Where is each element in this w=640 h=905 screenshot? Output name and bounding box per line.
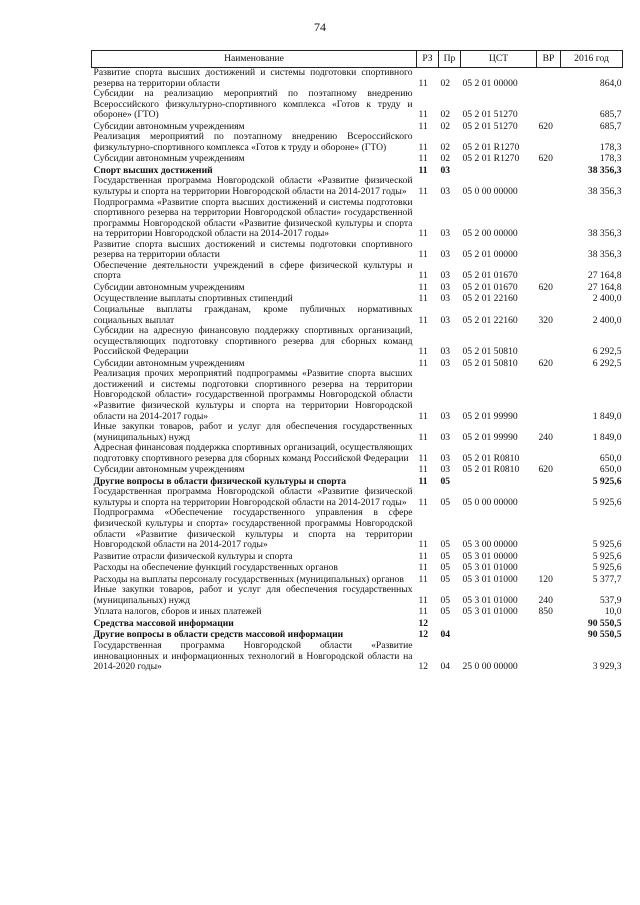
cell-rz: 11: [418, 496, 428, 508]
cell-name: Субсидии автономным учреждениям: [93, 464, 245, 476]
cell-sum: 5 925,6: [592, 496, 622, 508]
cell-name: Субсидии на адресную финансовую поддержку спортивных организаций, осуществляющих подготовку спортивного резерва для сборных команд Российской Федерации: [93, 325, 413, 358]
cell-vr: 620: [538, 120, 553, 132]
table-row: [92, 487, 623, 508]
cell-pr: 05: [440, 539, 451, 551]
table-row: [92, 198, 623, 240]
table-row: [92, 326, 623, 358]
cell-sum: 38 356,3: [587, 164, 622, 176]
cell-name: Другие вопросы в области физической культуры и спорта: [93, 475, 347, 487]
cell-cst: 05 2 01 99990: [462, 410, 518, 422]
cell-rz: 11: [418, 164, 428, 176]
cell-pr: 03: [440, 249, 451, 261]
table-row: [92, 562, 623, 574]
cell-cst: 05 3 00 00000: [462, 539, 518, 551]
cell-cst: 05 2 01 00000: [462, 249, 518, 261]
cell-name: Субсидии автономным учреждениям: [93, 153, 245, 165]
cell-sum: 27 164,8: [587, 281, 622, 293]
cell-cst: [461, 165, 537, 177]
cell-cst: 05 2 01 R1270: [462, 141, 520, 153]
cell-vr: 320: [538, 314, 553, 326]
cell-name: Субсидии автономным учреждениям: [93, 281, 245, 293]
cell-vr: [537, 629, 561, 641]
cell-rz: 11: [418, 357, 428, 369]
cell-vr: [537, 508, 561, 550]
table-header-row: [92, 51, 623, 68]
cell-pr: 05: [440, 550, 451, 562]
cell-cst: 05 3 01 00000: [462, 550, 518, 562]
cell-vr: [537, 176, 561, 197]
cell-name: Иные закупки товаров, работ и услуг для обеспечения государственных (муниципальных) нужд: [93, 421, 413, 443]
cell-rz: 11: [418, 270, 428, 282]
cell-sum: 685,7: [599, 120, 622, 132]
cell-name: Субсидии на реализацию мероприятий по поэтапному внедрению Всероссийского физкультурно-спортивного комплекса «Готов к труду и обороне» (ГТО): [93, 88, 413, 121]
header-name: Наименование: [92, 51, 417, 68]
cell-cst: 05 2 00 00000: [462, 228, 518, 240]
cell-rz: 11: [418, 573, 428, 585]
cell-pr: 03: [440, 410, 451, 422]
cell-pr: 03: [440, 464, 451, 476]
cell-cst: 05 2 01 01670: [462, 270, 518, 282]
cell-rz: 12: [418, 617, 429, 629]
cell-name: Другие вопросы в области средств массовой информации: [93, 629, 344, 641]
header-pr: Пр: [439, 51, 461, 68]
table-row: [92, 240, 623, 261]
cell-vr: 240: [538, 431, 553, 443]
cell-name: Развитие отрасли физической культуры и спорта: [93, 550, 293, 562]
cell-pr: 03: [440, 346, 451, 358]
cell-name: Реализация мероприятий по поэтапному внедрению Всероссийского физкультурно-спортивного комплекса «Готов к труду и обороне» (ГТО): [93, 131, 413, 153]
cell-sum: 6 292,5: [592, 346, 622, 358]
cell-sum: 5 925,6: [592, 550, 622, 562]
cell-pr: 03: [440, 164, 451, 176]
cell-vr: [537, 487, 561, 508]
cell-vr: [537, 240, 561, 261]
cell-rz: 11: [418, 431, 428, 443]
cell-name: Субсидии автономным учреждениям: [93, 120, 245, 132]
cell-pr: [439, 618, 461, 630]
cell-sum: 5 925,6: [592, 475, 622, 487]
cell-rz: 11: [418, 539, 428, 551]
cell-name: Развитие спорта высших достижений и системы подготовки спортивного резерва на территории области: [93, 238, 413, 261]
cell-vr: 620: [538, 153, 553, 165]
cell-pr: 05: [440, 606, 451, 618]
cell-vr: [537, 293, 561, 305]
page-number: 74: [314, 20, 326, 34]
cell-name: Обеспечение деятельности учреждений в сфере физической культуры и спорта: [93, 259, 413, 282]
cell-rz: 11: [418, 281, 428, 293]
cell-name: Подпрограмма «Развитие спорта высших достижений и системы подготовки спортивного резерва на территории Новгородской области» государственной программы Новгородской области «Развитие физической культуры и спорта на территории Новгородской области на 2014-2017 годы»: [93, 196, 413, 240]
cell-cst: 05 2 01 R1270: [462, 153, 520, 165]
cell-cst: [461, 618, 537, 630]
cell-name: Государственная программа Новгородской области «Развитие инновационных и информационных технологий в Новгородской области на 2014-2020 годы»: [93, 639, 413, 673]
header-rz: РЗ: [417, 51, 439, 68]
cell-sum: 178,3: [599, 153, 622, 165]
cell-vr: [537, 476, 561, 488]
cell-sum: 864,0: [599, 77, 622, 89]
cell-cst: [461, 629, 537, 641]
cell-cst: 05 0 00 00000: [462, 186, 518, 198]
cell-cst: 05 3 01 01000: [462, 562, 518, 574]
cell-sum: 537,9: [599, 594, 622, 606]
cell-pr: 03: [440, 314, 451, 326]
cell-vr: [537, 165, 561, 177]
cell-vr: [537, 68, 561, 90]
cell-cst: 25 0 00 00000: [462, 661, 518, 673]
table-row: [92, 261, 623, 282]
cell-sum: 38 356,3: [587, 186, 622, 198]
cell-pr: 05: [440, 594, 451, 606]
cell-sum: 2 400,0: [592, 314, 622, 326]
cell-pr: 03: [440, 270, 451, 282]
cell-name: Государственная программа Новгородской области «Развитие физической культуры и спорта на территории Новгородской области на 2014-2017 годы»: [93, 175, 413, 198]
cell-rz: 11: [418, 452, 428, 464]
cell-name: Социальные выплаты гражданам, кроме публичных нормативных социальных выплат: [93, 304, 413, 326]
cell-vr: 620: [538, 281, 553, 293]
cell-sum: 5 925,6: [592, 539, 622, 551]
cell-rz: 11: [418, 109, 428, 121]
cell-vr: [537, 326, 561, 358]
cell-pr: 02: [440, 141, 451, 153]
cell-cst: [461, 476, 537, 488]
cell-vr: [537, 369, 561, 422]
table-row: [92, 68, 623, 90]
cell-rz: 11: [418, 293, 428, 305]
cell-cst: 05 2 01 22160: [462, 314, 518, 326]
cell-cst: 05 2 01 00000: [462, 77, 518, 89]
cell-cst: 05 2 01 R0810: [462, 452, 520, 464]
cell-vr: 620: [538, 464, 553, 476]
cell-sum: 2 400,0: [592, 293, 622, 305]
cell-vr: 850: [538, 606, 553, 618]
cell-pr: 05: [440, 562, 451, 574]
table-row: [92, 551, 623, 563]
cell-pr: 03: [440, 452, 451, 464]
cell-sum: 90 550,5: [587, 629, 622, 641]
cell-pr: 02: [440, 77, 451, 89]
cell-sum: 38 356,3: [587, 249, 622, 261]
table-row: [92, 464, 623, 476]
cell-vr: [537, 198, 561, 240]
header-vr: ВР: [537, 51, 561, 68]
cell-name: Развитие спорта высших достижений и системы подготовки спортивного резерва на территории области: [93, 67, 413, 89]
cell-vr: [537, 261, 561, 282]
cell-vr: 120: [538, 573, 553, 585]
cell-sum: 685,7: [599, 109, 622, 121]
cell-rz: 11: [418, 249, 428, 261]
table-body: [92, 68, 623, 673]
cell-rz: 11: [418, 464, 428, 476]
cell-name: Реализация прочих мероприятий подпрограммы «Развитие спорта высших достижений и системы подготовки спортивного резерва на территории Новгородской области» государственной программы Новгородской области «Развитие физической культуры и спорта на территории Новгородской области на 2014-2017 годы»: [93, 368, 413, 422]
cell-cst: 05 2 01 22160: [462, 293, 518, 305]
cell-pr: 02: [440, 153, 451, 165]
cell-cst: 05 2 01 50810: [462, 346, 518, 358]
cell-rz: 11: [418, 153, 428, 165]
cell-rz: 11: [418, 410, 428, 422]
cell-rz: 11: [418, 77, 428, 89]
cell-vr: [537, 132, 561, 153]
cell-pr: 04: [440, 629, 451, 641]
cell-sum: 10,0: [604, 606, 622, 618]
cell-cst: 05 2 01 R0810: [462, 464, 520, 476]
cell-sum: 5 925,6: [592, 562, 622, 574]
cell-name: Спорт высших достижений: [93, 164, 213, 176]
cell-sum: 650,0: [599, 464, 622, 476]
table-row: [92, 132, 623, 153]
cell-name: Осуществление выплаты спортивных стипендий: [93, 293, 293, 305]
cell-pr: 03: [440, 281, 451, 293]
cell-pr: 03: [440, 293, 451, 305]
cell-rz: 11: [418, 120, 428, 132]
cell-cst: 05 2 01 51270: [462, 120, 518, 132]
cell-pr: 04: [440, 661, 451, 673]
table-row: [92, 305, 623, 326]
cell-sum: 1 849,0: [592, 410, 622, 422]
cell-rz: 12: [418, 629, 429, 641]
cell-vr: [537, 89, 561, 121]
cell-rz: 11: [418, 314, 428, 326]
cell-pr: 02: [440, 109, 451, 121]
cell-cst: 05 3 01 01000: [462, 594, 518, 606]
cell-rz: 11: [418, 141, 428, 153]
table-row: [92, 606, 623, 618]
cell-sum: 27 164,8: [587, 270, 622, 282]
cell-sum: 5 377,7: [592, 573, 622, 585]
table-row: [92, 282, 623, 294]
cell-rz: 11: [418, 606, 428, 618]
table-row: [92, 618, 623, 630]
cell-rz: 11: [418, 346, 428, 358]
table-row: [92, 508, 623, 550]
table-row: [92, 422, 623, 443]
cell-name: Расходы на выплаты персоналу государственных (муниципальных) органов: [93, 573, 404, 585]
cell-sum: 3 929,3: [592, 661, 622, 673]
cell-rz: 11: [418, 562, 428, 574]
header-year: 2016 год: [561, 51, 623, 68]
cell-vr: [537, 551, 561, 563]
cell-vr: 240: [538, 594, 553, 606]
cell-cst: 05 3 01 01000: [462, 606, 518, 618]
cell-pr: 03: [440, 228, 451, 240]
table-row: [92, 585, 623, 606]
cell-sum: 38 356,3: [587, 228, 622, 240]
table-row: [92, 153, 623, 165]
cell-sum: 650,0: [599, 452, 622, 464]
cell-vr: [537, 562, 561, 574]
cell-cst: 05 0 00 00000: [462, 496, 518, 508]
cell-name: Субсидии автономным учреждениям: [93, 357, 245, 369]
table-row: [92, 641, 623, 673]
cell-name: Средства массовой информации: [93, 617, 234, 629]
cell-name: Расходы на обеспечение функций государственных органов: [93, 562, 338, 574]
cell-rz: 12: [418, 661, 429, 673]
cell-rz: 11: [418, 550, 428, 562]
cell-vr: [537, 443, 561, 464]
cell-vr: [537, 618, 561, 630]
cell-name: Уплата налогов, сборов и иных платежей: [93, 606, 262, 618]
cell-pr: 03: [440, 431, 451, 443]
cell-sum: 6 292,5: [592, 357, 622, 369]
cell-name: Подпрограмма «Обеспечение государственного управления в сфере физической культуры и спорта» государственной программы Новгородской области «Развитие физической культуры и спорта на территории Новгородской области на 2014-2017 годы»: [93, 507, 413, 551]
cell-rz: 11: [418, 594, 428, 606]
cell-rz: 11: [418, 228, 428, 240]
cell-pr: 03: [440, 186, 451, 198]
cell-pr: 02: [440, 120, 451, 132]
cell-pr: 03: [440, 357, 451, 369]
cell-sum: 1 849,0: [592, 431, 622, 443]
cell-cst: 05 2 01 51270: [462, 109, 518, 121]
cell-cst: 05 2 01 99990: [462, 431, 518, 443]
cell-cst: 05 2 01 50810: [462, 357, 518, 369]
cell-cst: 05 2 01 01670: [462, 281, 518, 293]
header-cst: ЦСТ: [461, 51, 537, 68]
cell-rz: 11: [418, 475, 428, 487]
cell-name: Государственная программа Новгородской области «Развитие физической культуры и спорта на территории Новгородской области на 2014-2017 годы»: [93, 486, 413, 508]
cell-vr: [537, 641, 561, 673]
cell-cst: 05 3 01 01000: [462, 573, 518, 585]
table-row: [92, 369, 623, 422]
cell-name: Иные закупки товаров, работ и услуг для обеспечения государственных (муниципальных) нужд: [93, 584, 413, 606]
table-row: [92, 443, 623, 464]
budget-table: [91, 50, 623, 673]
cell-pr: 05: [440, 475, 451, 487]
table-row: [92, 176, 623, 197]
cell-pr: 05: [440, 573, 451, 585]
cell-vr: 620: [538, 357, 553, 369]
cell-rz: 11: [418, 186, 428, 198]
cell-pr: 05: [440, 496, 451, 508]
table-row: [92, 89, 623, 121]
cell-sum: 90 550,5: [587, 617, 622, 629]
cell-sum: 178,3: [599, 141, 622, 153]
cell-name: Адресная финансовая поддержка спортивных организаций, осуществляющих подготовку спортивного резерва для сборных команд Российской Федерации: [93, 442, 413, 464]
